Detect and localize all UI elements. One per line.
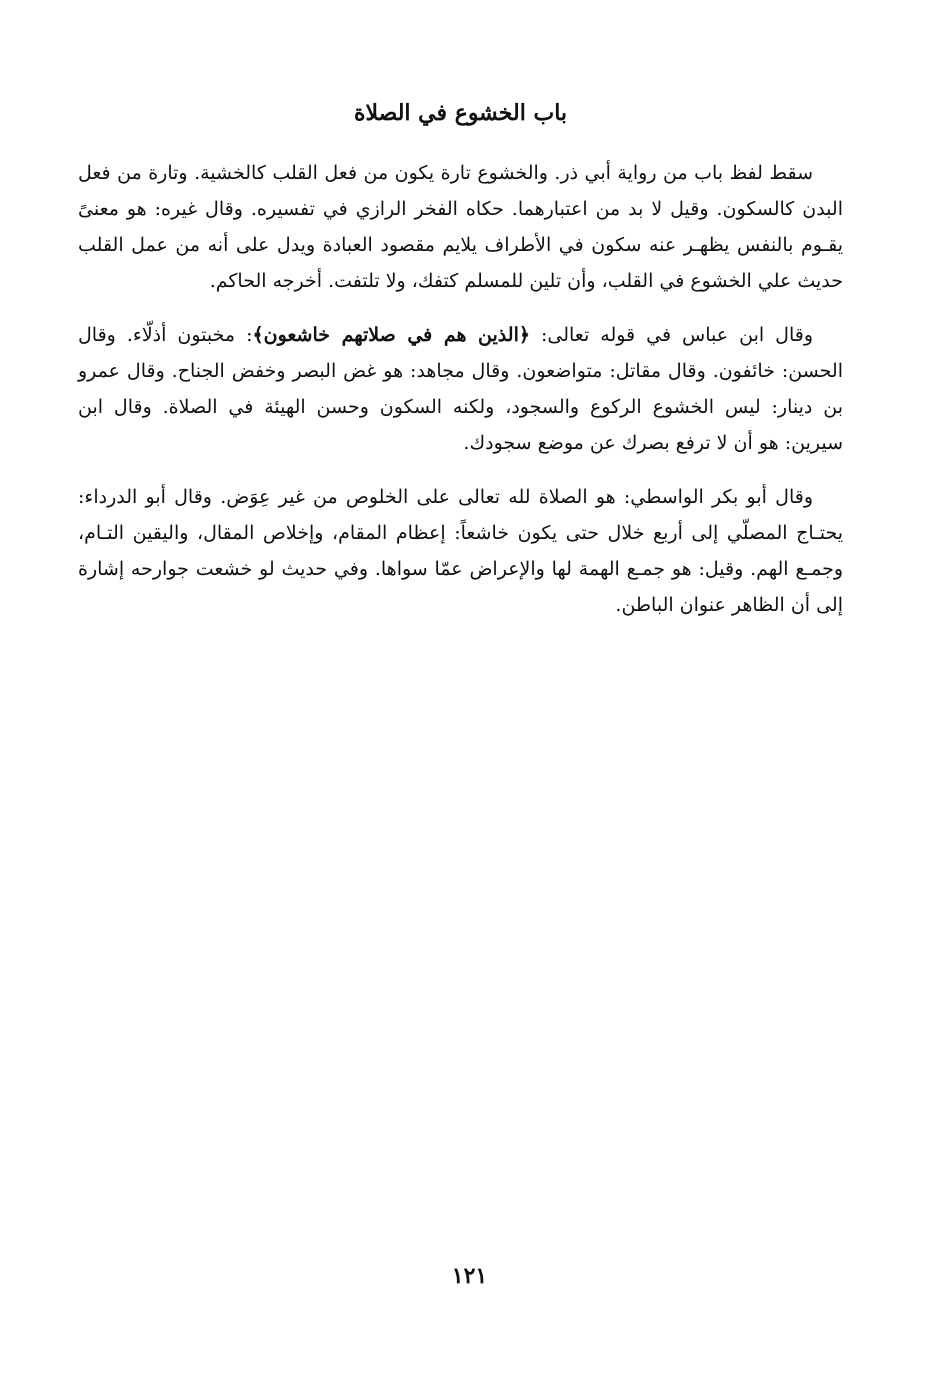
paragraph-1-text: سقط لفظ باب من رواية أبي ذر. والخشوع تارة يكون من فعل القلب كالخشية. وتارة من فعل البدن كالسكون. وقيل لا بد من اعتبارهما. حكاه الفخر الرازي في تفسيره. وقال غيره: هو معنىً يقـوم بالنفس يظهـر عنه سكون في الأطراف يلايم مقصود العبادة ويدل على أنه من عمل القلب حديث علي الخشوع في القلب، وأن تلين للمسلم كتفك، ولا تلتفت. أخرجه الحاكم.: [78, 161, 843, 292]
paragraph-1: [78, 155, 843, 299]
page-number: ١٢١: [451, 1263, 488, 1289]
quran-quote: ﴿الذين هم في صلاتهم خاشعون﴾: [252, 323, 530, 346]
paragraph-3-text: وقال أبو بكر الواسطي: هو الصلاة لله تعالى على الخلوص من غير عِوَض. وقال أبو الدرداء: يحتـاج المصلّي إلى أربع خلال حتى يكون خاشعاً: إعظام المقام، وإخلاص المقال، واليقين التـام، وجمـع الهم. وقيل: هو جمـع الهمة لها والإعراض عمّا سواها. وفي حديث لو خشعت جوارحه إشارة إلى أن الظاهر عنوان الباطن.: [78, 485, 843, 616]
paragraph-2: [78, 317, 843, 461]
paragraph-2-before: وقال ابن عباس في قوله تعالى:: [529, 323, 813, 346]
paragraph-3: [78, 479, 843, 623]
chapter-title: باب الخشوع في الصلاة: [353, 100, 568, 126]
paragraph-2-after: : مخبتون أذلّاء. وقال الحسن: خائفون. وقال مقاتل: متواضعون. وقال مجاهد: هو غض البصر وخفض الجناح. وقال عمرو بن دينار: ليس الخشوع الركوع والسجود، ولكنه السكون وحسن الهيئة في الصلاة. وقال ابن سيرين: هو أن لا ترفع بصرك عن موضع سجودك.: [78, 323, 843, 454]
document-page: [78, 98, 843, 641]
